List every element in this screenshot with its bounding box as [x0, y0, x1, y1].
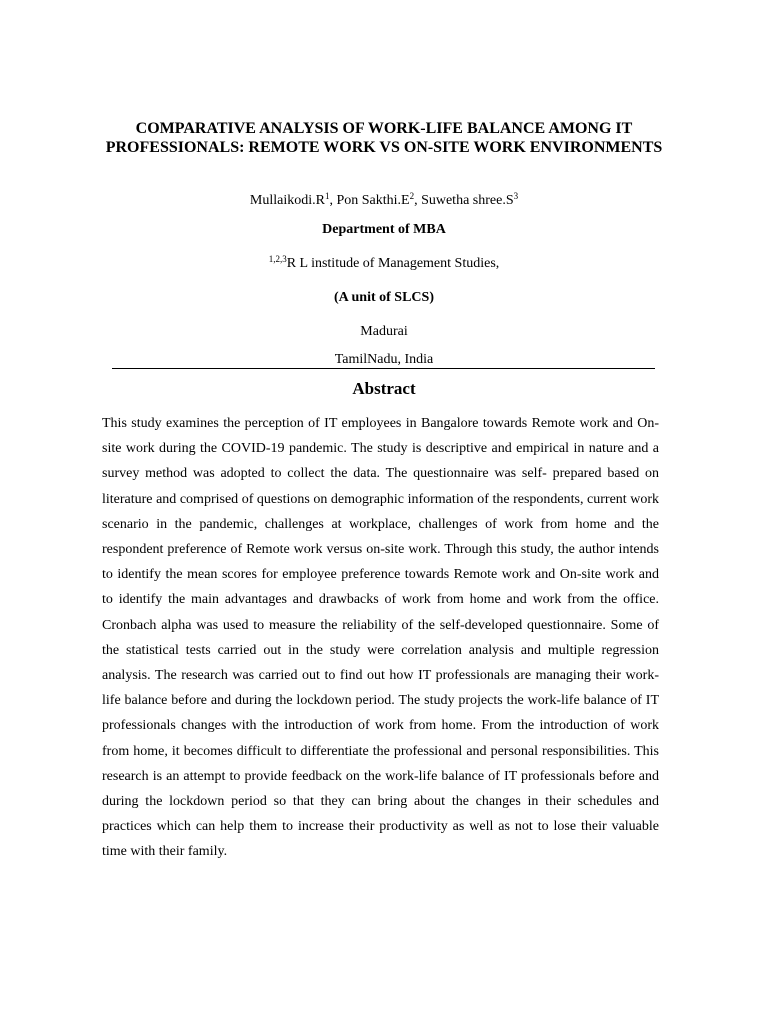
institute-unit: (A unit of SLCS)	[334, 290, 434, 305]
institute-line	[0, 255, 768, 273]
author-separator: ,	[414, 193, 422, 208]
country: TamilNadu, India	[334, 352, 434, 367]
city: Madurai	[360, 324, 408, 339]
institute-affiliation-marks: 1,2,3	[268, 254, 287, 264]
author-line	[0, 192, 768, 210]
author-separator: ,	[329, 193, 337, 208]
institute-name: R L institude of Management Studies,	[286, 256, 500, 271]
author-name: Pon Sakthi.E	[336, 193, 410, 208]
author-affiliation-mark: 3	[513, 191, 519, 201]
author-affiliation-mark: 2	[409, 191, 415, 201]
department: Department of MBA	[322, 222, 446, 237]
paper-title: COMPARATIVE ANALYSIS OF WORK-LIFE BALANCE AMONG IT PROFESSIONALS: REMOTE WORK VS ON-SITE WORK ENVIRONMENTS	[105, 120, 663, 156]
abstract-text: This study examines the perception of IT employees in Bangalore towards Remote work and On-site work during the COVID-19 pandemic. The study is descriptive and empirical in nature and a survey method was adopted to collect the data. The questionnaire was self- prepared based on literature and comprised of questions on demographic information of the respondents, current work scenario in the pandemic, challenges at workplace, challenges of work from home and the respondent preference of Remote work versus on-site work. Through this study, the author intends to identify the mean scores for employee preference towards Remote work and On-site work and to identify the main advantages and drawbacks of work from home and work from the office. Cronbach alpha was used to measure the reliability of the self-developed questionnaire. Some of the statistical tests carried out in the study were correlation analysis and multiple regression analysis. The research was carried out to find out how IT professionals are managing their work-life balance before and during the lockdown period. The study projects the work-life balance of IT professionals changes with the introduction of work from home. From the introduction of work from home, it becomes difficult to differentiate the professional and personal responsibilities. This research is an attempt to provide feedback on the work-life balance of IT professionals before and during the lockdown period so that they can bring about the changes in their schedules and practices which can help them to increase their productivity as well as not to lose their valuable time with their family.	[102, 416, 659, 860]
author-name: Mullaikodi.R	[249, 193, 325, 208]
author-affiliation-mark: 1	[324, 191, 330, 201]
author-name: Suwetha shree.S	[421, 193, 514, 208]
horizontal-divider	[112, 368, 655, 369]
abstract-heading: Abstract	[352, 379, 416, 398]
